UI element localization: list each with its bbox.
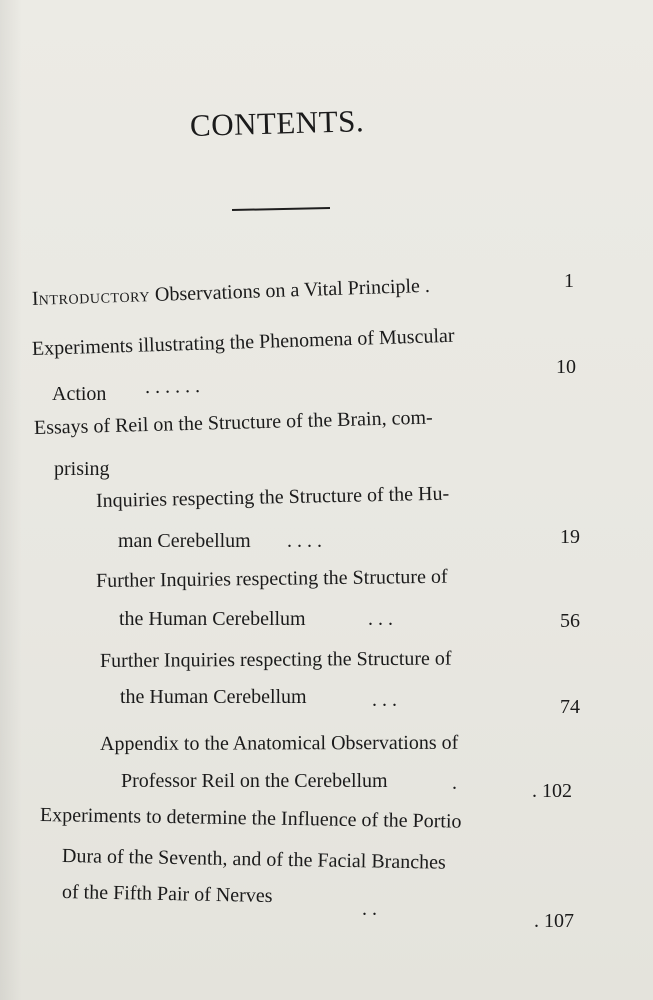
toc-entry-introductory bbox=[32, 275, 431, 311]
page-number: 19 bbox=[560, 526, 580, 548]
toc-entry-line: Action bbox=[52, 383, 107, 405]
entry-leader: . bbox=[452, 772, 457, 794]
entry-leader: . . bbox=[362, 898, 377, 920]
entry-leader: . . . . bbox=[287, 530, 322, 552]
toc-entry-line: Appendix to the Anatomical Observations of bbox=[99, 731, 459, 755]
title-rule bbox=[232, 207, 330, 211]
entry-leader: . . . . . . bbox=[144, 375, 201, 398]
page-title: CONTENTS. bbox=[189, 103, 365, 143]
toc-entry-line: Experiments illustrating the Phenomena of Muscular bbox=[31, 324, 455, 360]
toc-entry-line: Further Inquiries respecting the Structure of bbox=[95, 565, 448, 592]
entry-text: Observations on a Vital Principle bbox=[149, 275, 421, 307]
toc-entry-line: Inquiries respecting the Structure of the Hu- bbox=[95, 482, 450, 512]
page-number: 1 bbox=[564, 270, 574, 292]
entry-initial: I bbox=[31, 287, 40, 310]
page-number: . 107 bbox=[534, 910, 574, 932]
page-number: . 102 bbox=[532, 780, 572, 802]
toc-entry-line: Experiments to determine the Influence of the Portio bbox=[39, 804, 462, 833]
page-number: 56 bbox=[560, 610, 580, 632]
page-number: 10 bbox=[556, 356, 576, 378]
toc-entry-line: Dura of the Seventh, and of the Facial Branches bbox=[61, 845, 446, 874]
toc-entry-line: Professor Reil on the Cerebellum bbox=[121, 770, 388, 792]
toc-entry-line: the Human Cerebellum bbox=[119, 608, 306, 630]
entry-leader: . . . bbox=[372, 689, 397, 711]
toc-entry-line: of the Fifth Pair of Nerves bbox=[61, 881, 273, 908]
toc-entry-line: Essays of Reil on the Structure of the Brain, com- bbox=[33, 406, 433, 439]
toc-entry-line: prising bbox=[54, 458, 110, 480]
entry-leader: . bbox=[419, 274, 431, 298]
entry-smallcaps: NTRODUCTORY bbox=[38, 290, 151, 309]
toc-entry-line: the Human Cerebellum bbox=[120, 686, 307, 708]
toc-entry-line: Further Inquiries respecting the Structure of bbox=[99, 647, 452, 672]
entry-leader: . . . bbox=[368, 608, 393, 630]
toc-entry-line: man Cerebellum bbox=[118, 530, 251, 552]
page-number: 74 bbox=[560, 696, 580, 718]
